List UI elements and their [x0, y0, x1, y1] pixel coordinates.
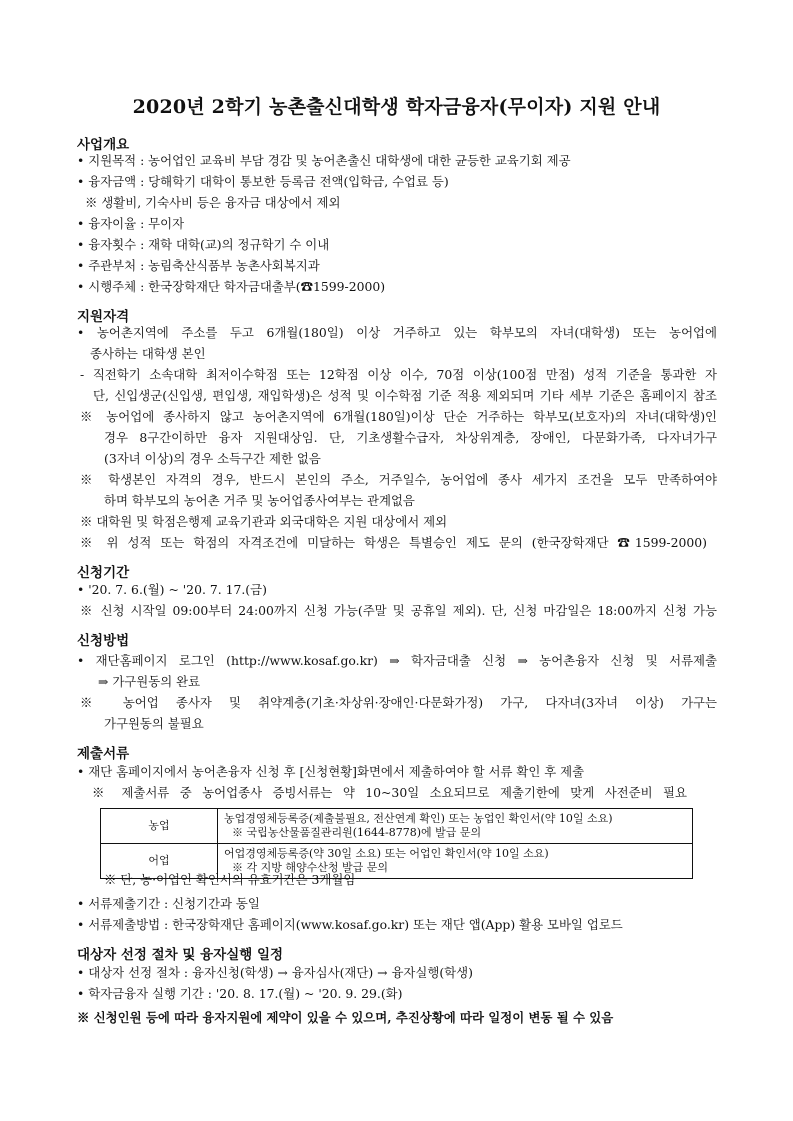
eligibility-note: 경우 8구간이하만 융자 지원대상임. 단, 기초생활수급자, 차상위계층, 장애인, 다문화가족, 다자녀가구 [104, 430, 717, 445]
schedule-notice: ※ 신청인원 등에 따라 융자지원에 제약이 있을 수 있으며, 추진상황에 따라 일정이 변동 될 수 있음 [77, 1010, 614, 1025]
table-cell-type: 어업 [101, 844, 218, 879]
section-heading-schedule: 대상자 선정 절차 및 융자실행 일정 [77, 947, 284, 963]
eligibility-line: 종사하는 대학생 본인 [90, 346, 206, 361]
table-cell-type: 농업 [101, 809, 218, 844]
overview-note: ※ 생활비, 기숙사비 등은 융자금 대상에서 제외 [85, 195, 341, 210]
eligibility-note: (3자녀 이상)의 경우 소득구간 제한 없음 [104, 451, 321, 466]
table-detail-line: 어업경영체등록증(약 30일 소요) 또는 어업인 확인서(약 10일 소요) [224, 847, 549, 860]
method-line: ⇒ 가구원동의 완료 [98, 674, 201, 689]
eligibility-line: • 농어촌지역에 주소를 두고 6개월(180일) 이상 거주하고 있는 학부모의 자녀(대학생) 또는 농어업에 [77, 325, 717, 340]
method-note: ※ 농어업 종사자 및 취약계층(기초·차상위·장애인·다문화가정) 가구, 다자녀(3자녀 이상) 가구는 [80, 695, 717, 710]
method-line: • 재단홈페이지 로그인 (http://www.kosaf.go.kr) ⇒ 학자금대출 신청 ⇒ 농어촌융자 신청 및 서류제출 [77, 653, 717, 668]
section-heading-eligibility: 지원자격 [77, 309, 130, 325]
table-cell-detail [218, 809, 693, 844]
table-detail-note: ※ 국립농산물품질관리원(1644-8778)에 발급 문의 [232, 826, 482, 839]
documents-table [100, 808, 693, 879]
table-detail-line: 농업경영체등록증(제출불필요, 전산연계 확인) 또는 농업인 확인서(약 10일 소요) [224, 812, 613, 825]
overview-line: • 시행주체 : 한국장학재단 학자금대출부(☎1599-2000) [77, 279, 386, 294]
section-heading-method: 신청방법 [77, 633, 130, 649]
schedule-line: • 학자금융자 실행 기간 : '20. 8. 17.(월) ~ '20. 9. 29.(화) [77, 986, 403, 1001]
eligibility-note: ※ 학생본인 자격의 경우, 반드시 본인의 주소, 거주일수, 농어업에 종사 세가지 조건을 모두 만족하여야 [80, 472, 717, 487]
overview-line: • 융자금액 : 당해학기 대학이 통보한 등록금 전액(입학금, 수업료 등) [77, 174, 449, 189]
eligibility-note: 하며 학부모의 농어촌 거주 및 농어업종사여부는 관계없음 [104, 493, 415, 508]
method-note: 가구원동의 불필요 [104, 716, 204, 731]
documents-submit-line: • 서류제출방법 : 한국장학재단 홈페이지(www.kosaf.go.kr) 또는 재단 앱(App) 활용 모바일 업로드 [77, 917, 623, 932]
period-line: • '20. 7. 6.(월) ~ '20. 7. 17.(금) [77, 582, 267, 597]
section-heading-period: 신청기간 [77, 565, 130, 581]
eligibility-line: 단, 신입생군(신입생, 편입생, 재입학생)은 성적 및 이수학점 기준 적용 제외되며 기타 세부 기준은 홈페이지 참조 [93, 388, 717, 403]
section-heading-overview: 사업개요 [77, 137, 130, 153]
documents-submit-line: • 서류제출기간 : 신청기간과 동일 [77, 896, 260, 911]
eligibility-note: ※ 위 성적 또는 학점의 자격조건에 미달하는 학생은 특별승인 제도 문의 (한국장학재단 ☎1599-2000) [80, 535, 707, 550]
eligibility-note: ※ 농어업에 종사하지 않고 농어촌지역에 6개월(180일)이상 단순 거주하는 학부모(보호자)의 자녀(대학생)인 [80, 409, 717, 424]
section-heading-documents: 제출서류 [77, 746, 130, 762]
documents-validity-note: ※ 단, 농·어업인 확인서의 유효기간은 3개월임 [104, 872, 356, 887]
documents-line: • 재단 홈페이지에서 농어촌융자 신청 후 [신청현황]화면에서 제출하여야 할 서류 확인 후 제출 [77, 764, 585, 779]
overview-line: • 지원목적 : 농어업인 교육비 부담 경감 및 농어촌출신 대학생에 대한 균등한 교육기회 제공 [77, 153, 571, 168]
overview-line: • 융자횟수 : 재학 대학(교)의 정규학기 수 이내 [77, 237, 330, 252]
documents-note: ※ 제출서류 중 농어업종사 증빙서류는 약 10~30일 소요되므로 제출기한에 맞게 사전준비 필요 [92, 785, 687, 800]
table-row [101, 809, 693, 844]
page-title: 2020년 2학기 농촌출신대학생 학자금융자(무이자) 지원 안내 [132, 96, 661, 118]
schedule-line: • 대상자 선정 절차 : 융자신청(학생) → 융자심사(재단) → 융자실행(학생) [77, 965, 473, 980]
overview-line: • 융자이율 : 무이자 [77, 216, 185, 231]
table-detail-note: ※ 각 지방 해양수산청 발급 문의 [232, 861, 388, 874]
period-note: ※ 신청 시작일 09:00부터 24:00까지 신청 가능(주말 및 공휴일 제외). 단, 신청 마감일은 18:00까지 신청 가능 [80, 603, 717, 618]
overview-line: • 주관부처 : 농림축산식품부 농촌사회복지과 [77, 258, 320, 273]
eligibility-note: ※ 대학원 및 학점은행제 교육기관과 외국대학은 지원 대상에서 제외 [80, 514, 448, 529]
eligibility-line: - 직전학기 소속대학 최저이수학점 또는 12학점 이상 이수, 70점 이상(100점 만점) 성적 기준을 통과한 자 [80, 367, 717, 382]
